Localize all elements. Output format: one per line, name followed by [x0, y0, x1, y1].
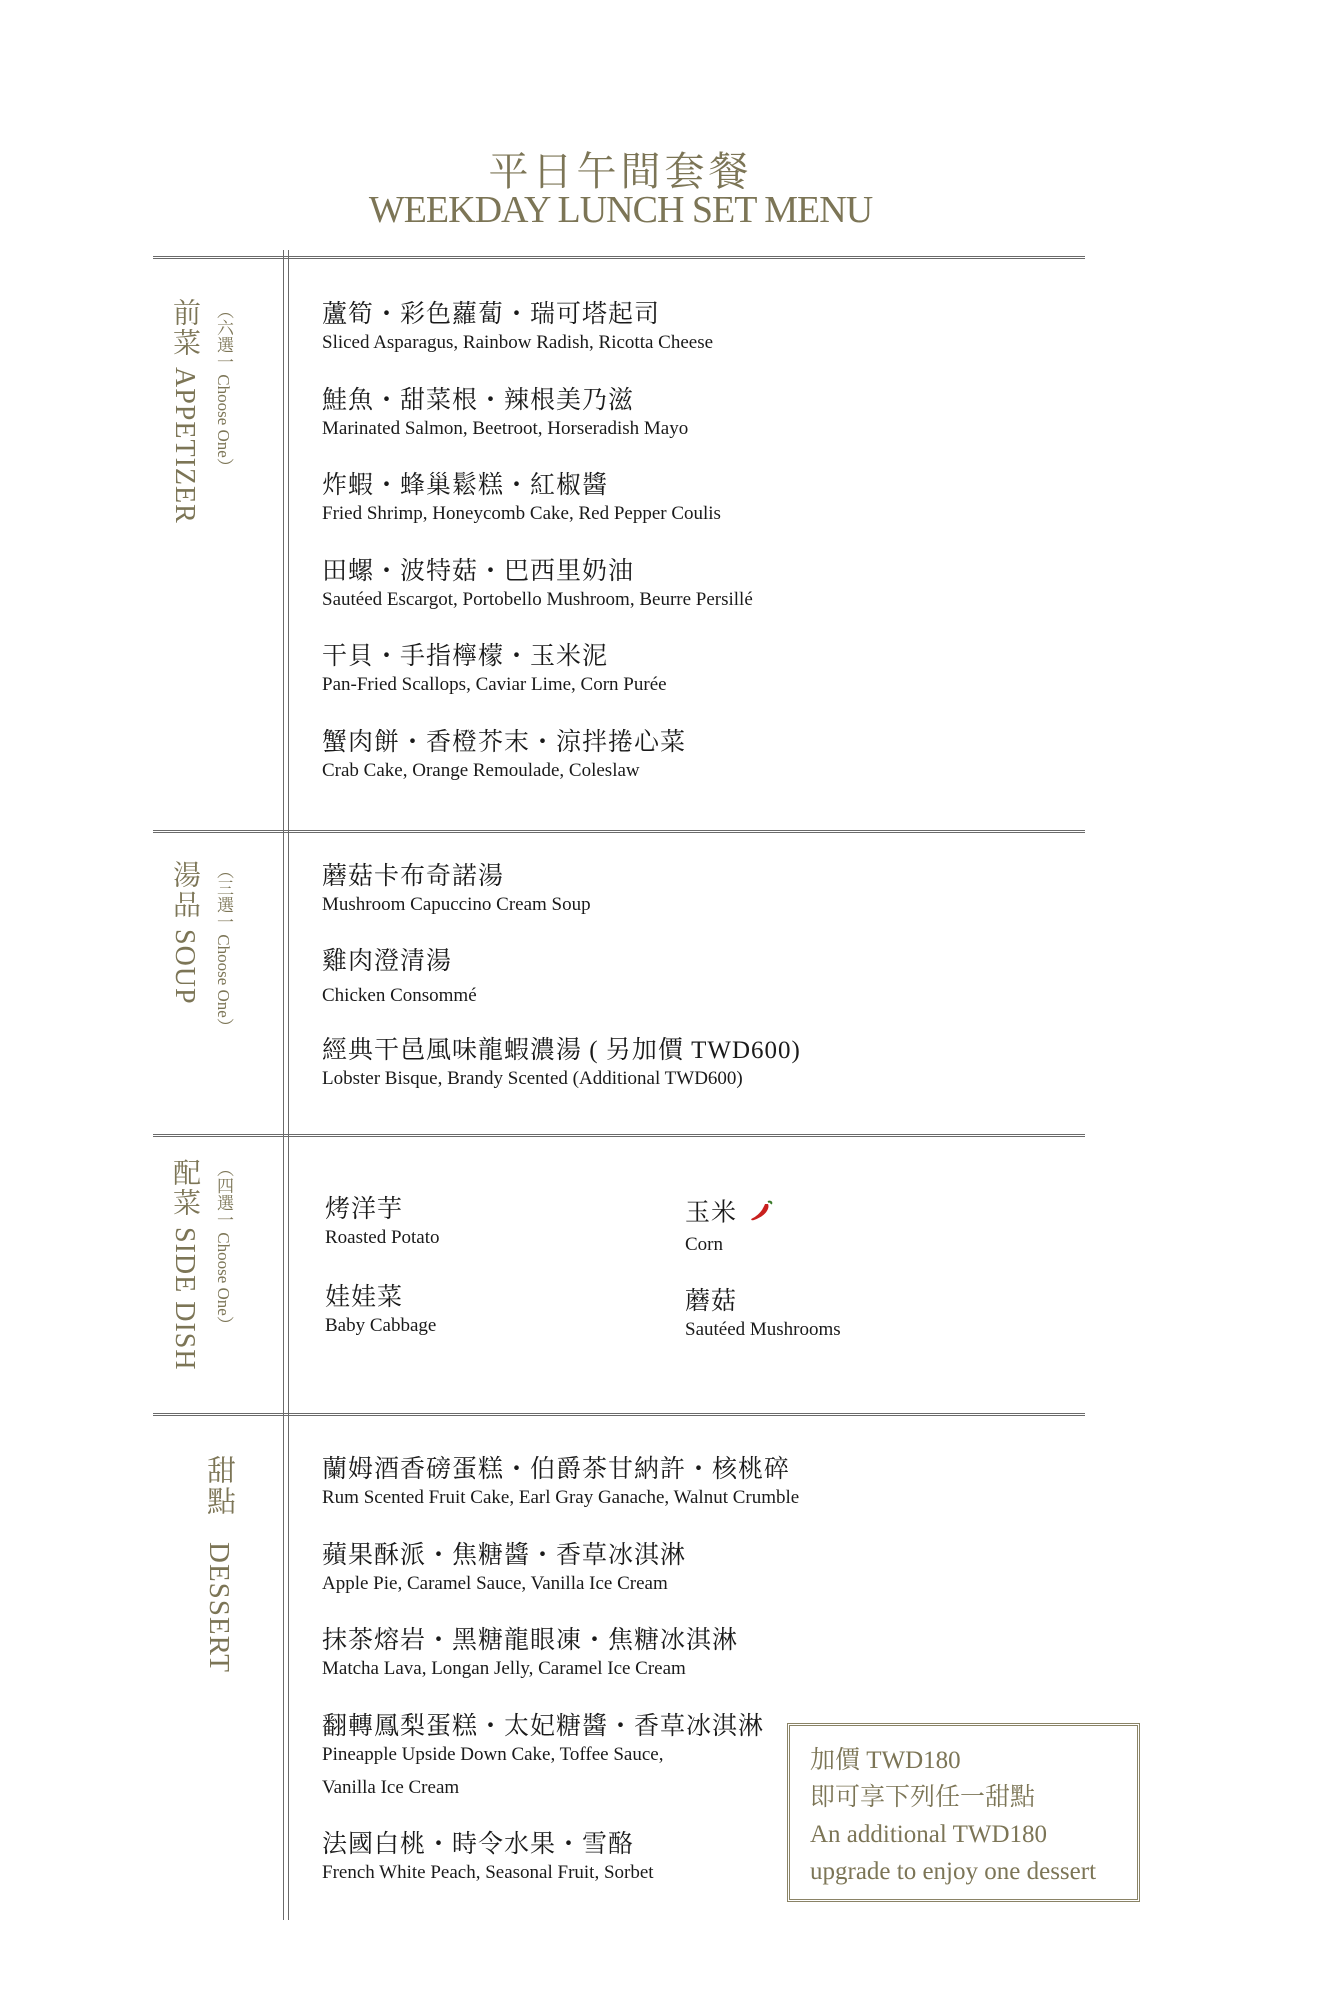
side-dessert-divider	[153, 1413, 1085, 1416]
side-dish-item	[325, 1283, 436, 1338]
item-name-zh: 烤洋芋	[325, 1196, 404, 1223]
appetizer-section-label	[164, 298, 204, 524]
item-name-en: Sliced Asparagus, Rainbow Radish, Ricotta Cheese	[322, 332, 714, 353]
item-name-zh: 蘑菇卡布奇諾湯	[322, 863, 505, 890]
item-name-zh: 雞肉澄清湯	[322, 948, 453, 975]
item-name-en: Sautéed Escargot, Portobello Mushroom, Beurre Persillé	[322, 589, 753, 610]
item-name-zh	[685, 1198, 774, 1232]
appetizer-label-zh: 前菜	[169, 298, 200, 358]
item-name-en: Crab Cake, Orange Remoulade, Coleslaw	[322, 760, 640, 781]
appetizer-label-en: APPETIZER	[169, 367, 200, 524]
item-name-en-continued: Vanilla Ice Cream	[322, 1777, 460, 1798]
vertical-divider	[283, 250, 289, 1920]
item-name-en: Pineapple Upside Down Cake, Toffee Sauce,	[322, 1744, 664, 1765]
item-name-en: Apple Pie, Caramel Sauce, Vanilla Ice Cream	[322, 1573, 668, 1594]
chili-pepper-icon	[748, 1198, 774, 1232]
item-name-zh: 田螺・波特菇・巴西里奶油	[322, 558, 635, 585]
dessert-label-zh: 甜點	[203, 1455, 235, 1517]
item-name-zh: 法國白桃・時令水果・雪酪	[322, 1831, 635, 1858]
item-name-zh: 翻轉鳳梨蛋糕・太妃糖醬・香草冰淇淋	[322, 1713, 765, 1740]
item-name-en: Roasted Potato	[325, 1227, 440, 1248]
side-dish-label-zh: 配菜	[169, 1158, 200, 1218]
dessert-item	[322, 1541, 686, 1596]
item-name-zh: 娃娃菜	[325, 1284, 404, 1311]
soup-item	[322, 947, 477, 1008]
item-name-zh: 抹茶熔岩・黑糖龍眼凍・焦糖冰淇淋	[322, 1627, 739, 1654]
item-name-zh: 炸蝦・蜂巢鬆糕・紅椒醬	[322, 472, 609, 499]
item-name-en: Lobster Bisque, Brandy Scented (Additional TWD600)	[322, 1068, 743, 1089]
appetizer-item	[322, 557, 753, 612]
item-name-zh: 蘑菇	[685, 1288, 738, 1315]
item-name-en: French White Peach, Seasonal Fruit, Sorbet	[322, 1862, 654, 1883]
item-name-en: Fried Shrimp, Honeycomb Cake, Red Pepper Coulis	[322, 503, 721, 524]
top-divider	[153, 256, 1085, 259]
dessert-section-label	[199, 1455, 240, 1673]
upgrade-desc-en: upgrade to enjoy one dessert	[810, 1858, 1097, 1885]
upgrade-price-zh: 加價 TWD180	[810, 1747, 961, 1774]
side-dish-section-label	[164, 1158, 204, 1371]
item-name-en: Mushroom Capuccino Cream Soup	[322, 894, 591, 915]
item-name-en: Sautéed Mushrooms	[685, 1319, 841, 1340]
dessert-upgrade-box	[787, 1723, 1140, 1902]
soup-side-divider	[153, 1134, 1085, 1137]
item-name-zh: 蘋果酥派・焦糖醬・香草冰淇淋	[322, 1542, 687, 1569]
dessert-item	[322, 1830, 654, 1885]
appetizer-choose-note: （六選一 Choose One）	[214, 302, 233, 475]
soup-section-label	[164, 860, 204, 1005]
side-dish-choose-note: （四選一 Choose One）	[214, 1160, 233, 1333]
appetizer-item	[322, 386, 688, 441]
item-name-zh-text: 玉米	[685, 1199, 738, 1227]
soup-label-en: SOUP	[169, 929, 200, 1005]
menu-title-chinese: 平日午間套餐	[488, 149, 753, 194]
dessert-item	[322, 1626, 738, 1681]
soup-label-zh: 湯品	[169, 860, 200, 920]
dessert-item	[322, 1455, 799, 1510]
side-dish-item	[325, 1195, 440, 1250]
dessert-item	[322, 1712, 764, 1800]
item-name-en: Pan-Fried Scallops, Caviar Lime, Corn Purée	[322, 674, 667, 695]
item-name-zh: 鮭魚・甜菜根・辣根美乃滋	[322, 387, 635, 414]
item-name-en: Chicken Consommé	[322, 985, 477, 1006]
menu-title-english: WEEKDAY LUNCH SET MENU	[368, 189, 873, 231]
appetizer-soup-divider	[153, 830, 1085, 833]
item-name-zh: 蘭姆酒香磅蛋糕・伯爵茶甘納許・核桃碎	[322, 1456, 791, 1483]
side-dish-item	[685, 1198, 774, 1257]
item-name-en: Corn	[685, 1234, 723, 1255]
item-name-en: Marinated Salmon, Beetroot, Horseradish Mayo	[322, 418, 689, 439]
appetizer-item	[322, 728, 686, 783]
item-name-en: Baby Cabbage	[325, 1315, 437, 1336]
appetizer-item	[322, 300, 713, 355]
item-name-zh: 蟹肉餅・香橙芥末・涼拌捲心菜	[322, 729, 687, 756]
dessert-label-en: DESSERT	[203, 1542, 235, 1674]
item-name-en: Rum Scented Fruit Cake, Earl Gray Ganache, Walnut Crumble	[322, 1487, 800, 1508]
upgrade-price-en: An additional TWD180	[810, 1821, 1047, 1848]
item-name-zh: 干貝・手指檸檬・玉米泥	[322, 643, 609, 670]
item-name-zh: 經典干邑風味龍蝦濃湯 ( 另加價 TWD600)	[322, 1037, 801, 1064]
soup-item	[322, 862, 591, 917]
appetizer-item	[322, 642, 667, 697]
upgrade-desc-zh: 即可享下列任一甜點	[810, 1784, 1036, 1811]
side-dish-label-en: SIDE DISH	[169, 1227, 200, 1371]
appetizer-item	[322, 471, 721, 526]
item-name-zh: 蘆筍・彩色蘿蔔・瑞可塔起司	[322, 301, 661, 328]
item-name-en: Matcha Lava, Longan Jelly, Caramel Ice Cream	[322, 1658, 686, 1679]
soup-choose-note: （三選一 Choose One）	[214, 862, 233, 1035]
side-dish-item	[685, 1287, 841, 1342]
soup-item	[322, 1036, 801, 1091]
